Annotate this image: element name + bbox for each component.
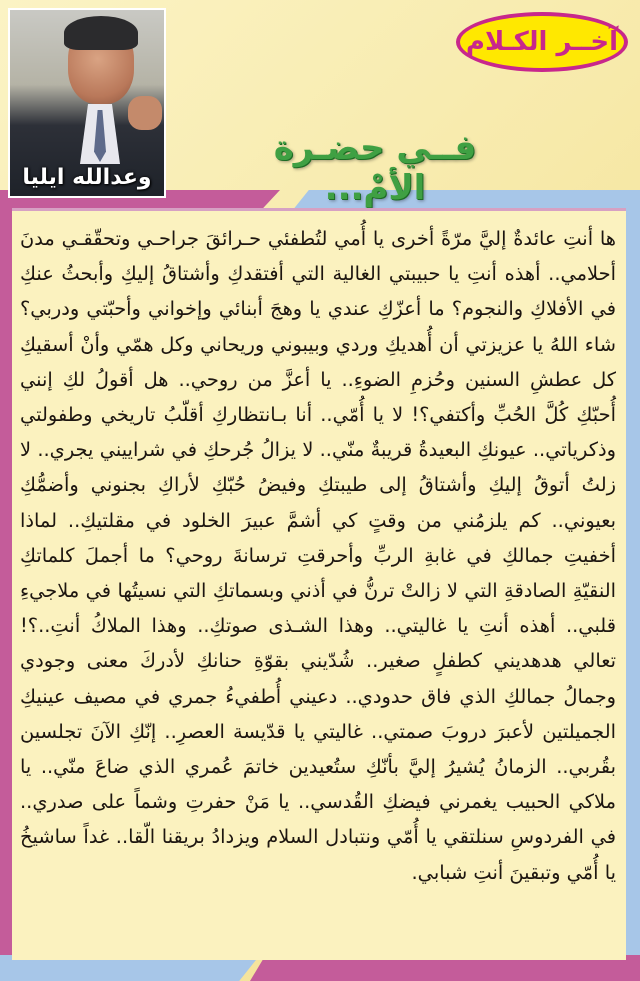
article-title: فــي حضـرة الأمْ... <box>273 128 477 208</box>
column-name: آخــر الكـلام <box>465 27 619 57</box>
article-body: ها أنتِ عائدةٌ إليَّ مرّةً أخرى يا أُمي لتُطفئي حـرائقَ جراحـي وتحقّقـي مدنَ أحلامي.. أهذه أنتِ يا حبيبتي الغالية التي أفتقدكِ وأشتاقُ إليكِ وأبحثُ عنكِ في الأفلاكِ والنجوم؟ ما أعزّكِ عندي يا وهجَ أبنائي وإخواني وأحبّتي ودربي؟ شاء اللهُ يا عزيزتي أن أُهديكِ وردي وبيبوني وريحاني وكل همّي وأنْ أسقيكِ كل عطشِ السنين وحُزمِ الضوءِ.. يا أعزَّ من روحي.. هل أقولُ لكِ إنني أُحبّكِ كُلَّ الحُبِّ وأكتفي؟! لا يا أُمّي.. أنا بـانتظاركِ أقلّبُ تاريخي وطفولتي وذكرياتي.. عيونكِ البعيدةُ قريبةٌ منّي.. لا يزالُ جُرحكِ في شراييني يجري.. لا زلتُ أتوقُ إليكِ وأشتاقُ إلى طيبتكِ وفيضُ حُبّكِ لأراكِ بجنوني وأضمُّكِ بعيوني.. كم يلزمُني من وقتٍ كي أشمَّ عبيرَ الخلود في مقلتيكِ.. لماذا أخفيتِ جمالكِ في غابةِ الربِّ وأحرقتِ ترسانةَ روحي؟ ما أجملَ كلماتكِ النقيّةِ الصادقةِ التي لا زالتْ ترنُّ في أذني وبسماتكِ التي نسيتُها في ملاجيءِ قلبي.. أهذه أنتِ يا غاليتي.. وهذا الشـذى صوتكِ.. وهذا الملاكُ أنتِ..؟! تعالي هدهديني كطفلٍ صغير.. شُدّيني بقوّةِ حنانكِ لأدركَ معنى وجودي وجمالُ جمالكِ الذي فاق حدودي.. دعيني أُطفيءُ جمري في مصيف عينيكِ الجميلتين لأعبرَ دروبَ صمتي.. غاليتي يا قدّيسة العصرِ.. إنّكِ الآنَ تجلسين بقُربي.. الزمانُ يُشيرُ إليَّ بأنّكِ ستُعيدين خاتمَ عُمري الذي ضاعَ منّي.. يا ملاكي الحبيب يغمرني فيضكِ القُدسي.. يا مَنْ حفرتِ وشماً على صدري.. في الفردوسِ سنلتقي يا أُمّي ونتبادل السلام ويزدادُ بريقنا الّقا.. غداً ساشيخُ يا أُمّي وتبقينَ أنتِ شبابي. <box>20 227 616 884</box>
frame-band-blue-right <box>626 190 640 981</box>
column-name-badge <box>456 12 628 72</box>
frame-band-pink-left <box>0 190 12 981</box>
author-photo <box>8 8 166 198</box>
portrait-hair <box>64 16 138 50</box>
portrait-hand <box>128 96 162 130</box>
author-name: وعدالله ايليا <box>22 165 152 190</box>
article-box <box>12 208 626 960</box>
